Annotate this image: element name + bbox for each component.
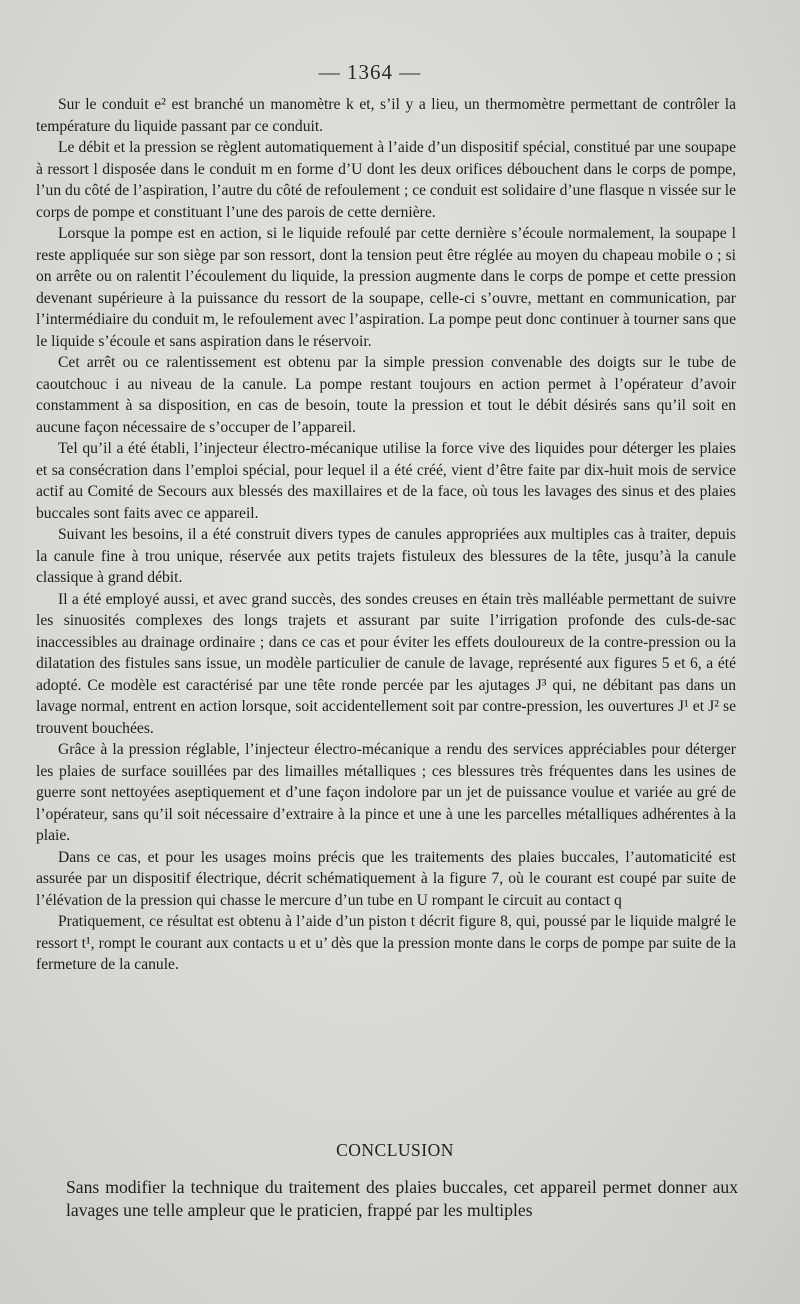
page-number: — 1364 — [318, 60, 422, 84]
paragraph: Sur le conduit e² est branché un manomètre k et, s’il y a lieu, un thermomètre permettant de contrôler la température du liquide passant par ce conduit. [36, 96, 736, 135]
body-text [36, 94, 736, 976]
paragraph: Dans ce cas, et pour les usages moins précis que les traitements des plaies buccales, l’automaticité est assurée par un dispositif électrique, décrit schématiquement à la figure 7, où le courant est coupé par suite de l’élévation de la pression qui chasse le mercure d’un tube en U rompant le circuit au contact q [36, 848, 736, 909]
conclusion-text [66, 1176, 738, 1222]
paragraph: Le débit et la pression se règlent automatiquement à l’aide d’un dispositif spécial, constitué par une soupape à ressort l disposée dans le conduit m en forme d’U dont les deux orifices débouchent dans le corps de pompe, l’un du côté de l’aspiration, l’autre du côté de refoulement ; ce conduit est solidaire d’une flasque n vissée sur le corps de pompe et constituant l’une des parois de cette dernière. [36, 139, 736, 221]
paragraph: Lorsque la pompe est en action, si le liquide refoulé par cette dernière s’écoule normalement, la soupape l reste appliquée sur son siège par son ressort, dont la tension peut être réglée au moyen du chapeau mobile o ; si on arrête ou on ralentit l’écoulement du liquide, la pression augmente dans le corps de pompe et cette pression devenant supérieure à la puissance du ressort de la soupape, celle-ci s’ouvre, mettant en communication, par l’intermédiaire du conduit m, le refoulement avec l’aspiration. La pompe peut donc continuer à tourner sans que le liquide s’écoule et sans aspiration dans le réservoir. [36, 225, 736, 350]
conclusion-heading: CONCLUSION [336, 1140, 454, 1160]
paragraph: Grâce à la pression réglable, l’injecteur électro-mécanique a rendu des services appréciables pour déterger les plaies de surface souillées par des limailles métalliques ; ces blessures très fréquentes dans les usines de guerre sont nettoyées aseptiquement et d’une façon indolore par un jet de puissance voulue et variée au gré de l’opérateur, sans qu’il soit nécessaire d’extraire à la pince et une à une les parcelles métalliques adhérentes à la plaie. [36, 741, 736, 844]
paragraph: Suivant les besoins, il a été construit divers types de canules appropriées aux multiples cas à traiter, depuis la canule fine à trou unique, réservée aux petits trajets fistuleux des blessures de la tête, jusqu’à la canule classique à grand débit. [36, 526, 736, 586]
conclusion-paragraph: Sans modifier la technique du traitement des plaies buccales, cet appareil permet donner aux lavages une telle ampleur que le praticien, frappé par les multiples [66, 1177, 738, 1220]
paragraph: Tel qu’il a été établi, l’injecteur électro-mécanique utilise la force vive des liquides pour déterger les plaies et sa consécration dans l’emploi spécial, pour lequel il a été créé, vient d’être faite par dix-huit mois de service actif au Comité de Secours aux blessés des maxillaires et de la face, où tous les lavages des sinus et des plaies buccales sont faits avec ce appareil. [36, 440, 736, 522]
paragraph: Il a été employé aussi, et avec grand succès, des sondes creuses en étain très malléable permettant de suivre les sinuosités complexes des longs trajets et assurant par suite l’irrigation profonde des culs-de-sac inaccessibles au drainage ordinaire ; dans ce cas et pour éviter les effets douloureux de la contre-pression ou la dilatation des fistules sans issue, un modèle particulier de canule de lavage, représenté aux figures 5 et 6, a été adopté. Ce modèle est caractérisé par une tête ronde percée par les ajutages J³ qui, ne débitant pas dans un lavage normal, entrent en action lorsque, soit accidentellement soit par contre-pression, les ouvertures J¹ et J² se trouvent bouchées. [36, 590, 736, 737]
paragraph: Pratiquement, ce résultat est obtenu à l’aide d’un piston t décrit figure 8, qui, poussé par le liquide malgré le ressort t¹, rompt le courant aux contacts u et u’ dès que la pression monte dans le corps de pompe par suite de la fermeture de la canule. [36, 913, 736, 973]
paragraph: Cet arrêt ou ce ralentissement est obtenu par la simple pression convenable des doigts sur le tube de caoutchouc i au niveau de la canule. La pompe restant toujours en action permet à l’opérateur d’avoir constamment à sa disposition, en cas de besoin, toute la pression et tout le débit désirés sans qu’il soit en aucune façon nécessaire de s’occuper de l’appareil. [36, 354, 736, 436]
